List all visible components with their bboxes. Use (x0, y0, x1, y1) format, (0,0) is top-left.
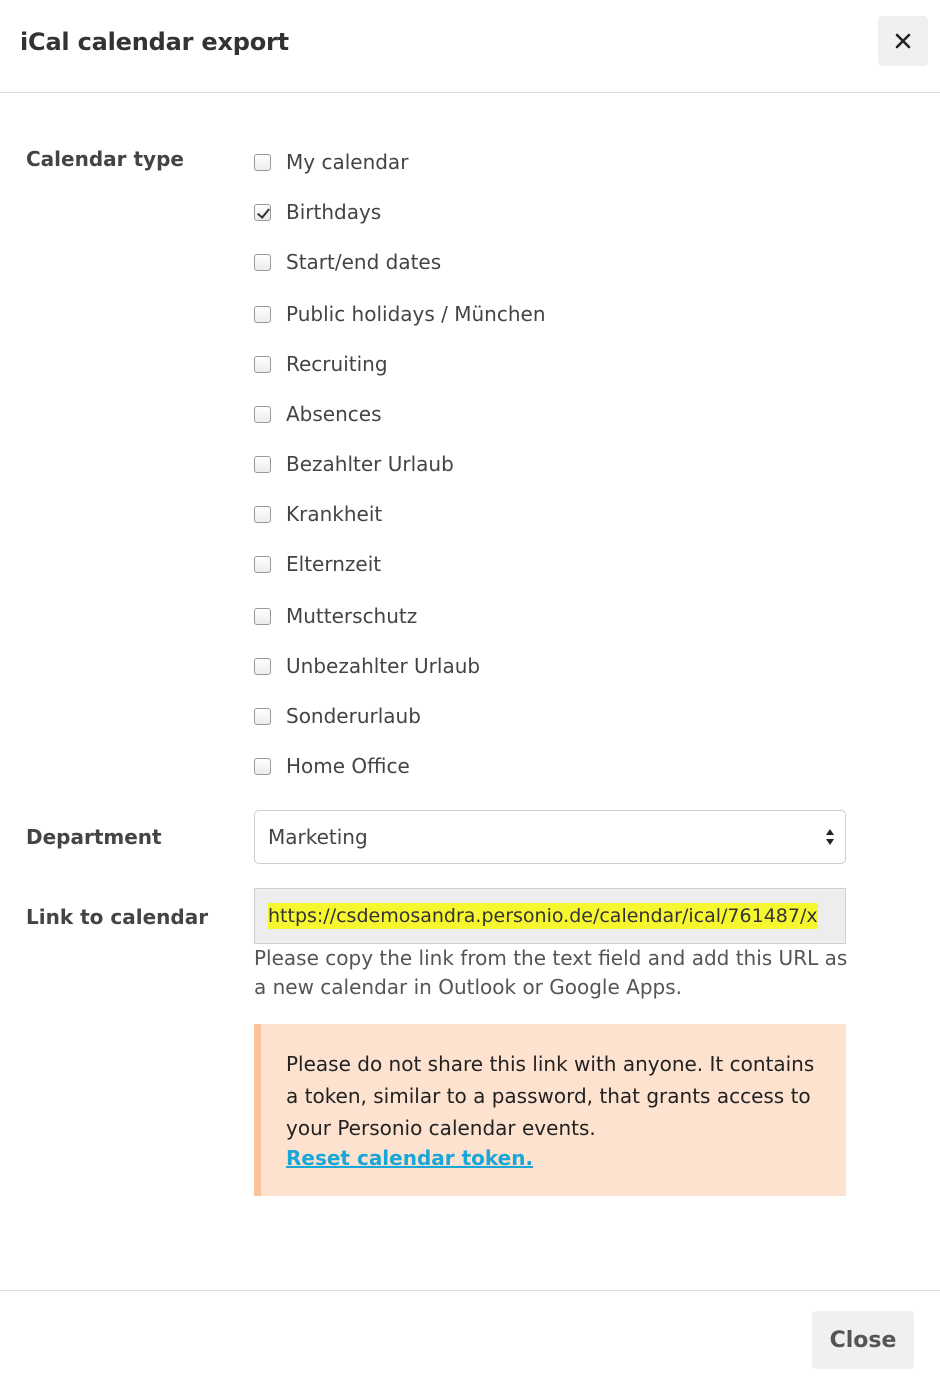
close-modal-button[interactable] (878, 16, 928, 66)
department-selected-value: Marketing (268, 825, 368, 849)
department-label: Department (26, 825, 162, 849)
option-krankheit[interactable] (254, 502, 382, 526)
calendar-type-label: Calendar type (26, 147, 184, 171)
modal-header (0, 0, 940, 93)
checkbox[interactable] (254, 456, 271, 473)
option-label: Absences (286, 402, 382, 426)
option-recruiting[interactable] (254, 352, 388, 376)
link-help-text: Please copy the link from the text field and add this URL as a new calendar in Outlook or Google Apps. (254, 946, 848, 999)
checkbox[interactable] (254, 556, 271, 573)
close-button[interactable]: Close (812, 1311, 914, 1369)
option-elternzeit[interactable] (254, 552, 381, 576)
option-home-office[interactable] (254, 754, 410, 778)
warning-text: Please do not share this link with anyone. It contains a token, similar to a password, that grants access to your Personio calendar events. (286, 1052, 815, 1140)
option-label: Start/end dates (286, 250, 442, 274)
option-label: Recruiting (286, 352, 388, 376)
option-label: Unbezahlter Urlaub (286, 654, 481, 678)
modal-title: iCal calendar export (20, 28, 289, 56)
option-label: Public holidays / München (286, 302, 546, 326)
checkbox[interactable] (254, 154, 271, 171)
option-absences[interactable] (254, 402, 382, 426)
link-label: Link to calendar (26, 905, 209, 929)
checkbox[interactable] (254, 306, 271, 323)
option-label: Elternzeit (286, 552, 382, 576)
option-sonderurlaub[interactable] (254, 704, 421, 728)
checkbox-checked[interactable] (254, 204, 271, 221)
option-my-calendar[interactable] (254, 150, 408, 174)
option-label: Sonderurlaub (286, 704, 421, 728)
option-label: Bezahlter Urlaub (286, 452, 454, 476)
option-label: My calendar (286, 150, 409, 174)
select-arrows-icon (825, 826, 835, 848)
calendar-link-value: https://csdemosandra.personio.de/calendar/ical/761487/x (268, 905, 818, 927)
reset-token-link[interactable]: Reset calendar token. (286, 1146, 534, 1170)
checkbox[interactable] (254, 406, 271, 423)
option-unbezahlter-urlaub[interactable] (254, 654, 480, 678)
checkbox[interactable] (254, 356, 271, 373)
calendar-link-field[interactable] (254, 888, 846, 944)
checkbox[interactable] (254, 658, 271, 675)
option-label: Home Office (286, 754, 410, 778)
warning-box (254, 1024, 846, 1196)
option-label: Birthdays (286, 200, 382, 224)
option-start-end-dates[interactable] (254, 250, 441, 274)
option-mutterschutz[interactable] (254, 604, 417, 628)
option-label: Krankheit (286, 502, 383, 526)
option-birthdays[interactable] (254, 200, 381, 224)
checkbox[interactable] (254, 254, 271, 271)
close-icon (895, 33, 911, 49)
option-public-holidays[interactable] (254, 302, 546, 326)
checkbox[interactable] (254, 608, 271, 625)
department-select[interactable] (254, 810, 846, 864)
option-bezahlter-urlaub[interactable] (254, 452, 454, 476)
option-label: Mutterschutz (286, 604, 418, 628)
modal-footer (0, 1290, 940, 1386)
checkbox[interactable] (254, 708, 271, 725)
checkbox[interactable] (254, 758, 271, 775)
checkbox[interactable] (254, 506, 271, 523)
